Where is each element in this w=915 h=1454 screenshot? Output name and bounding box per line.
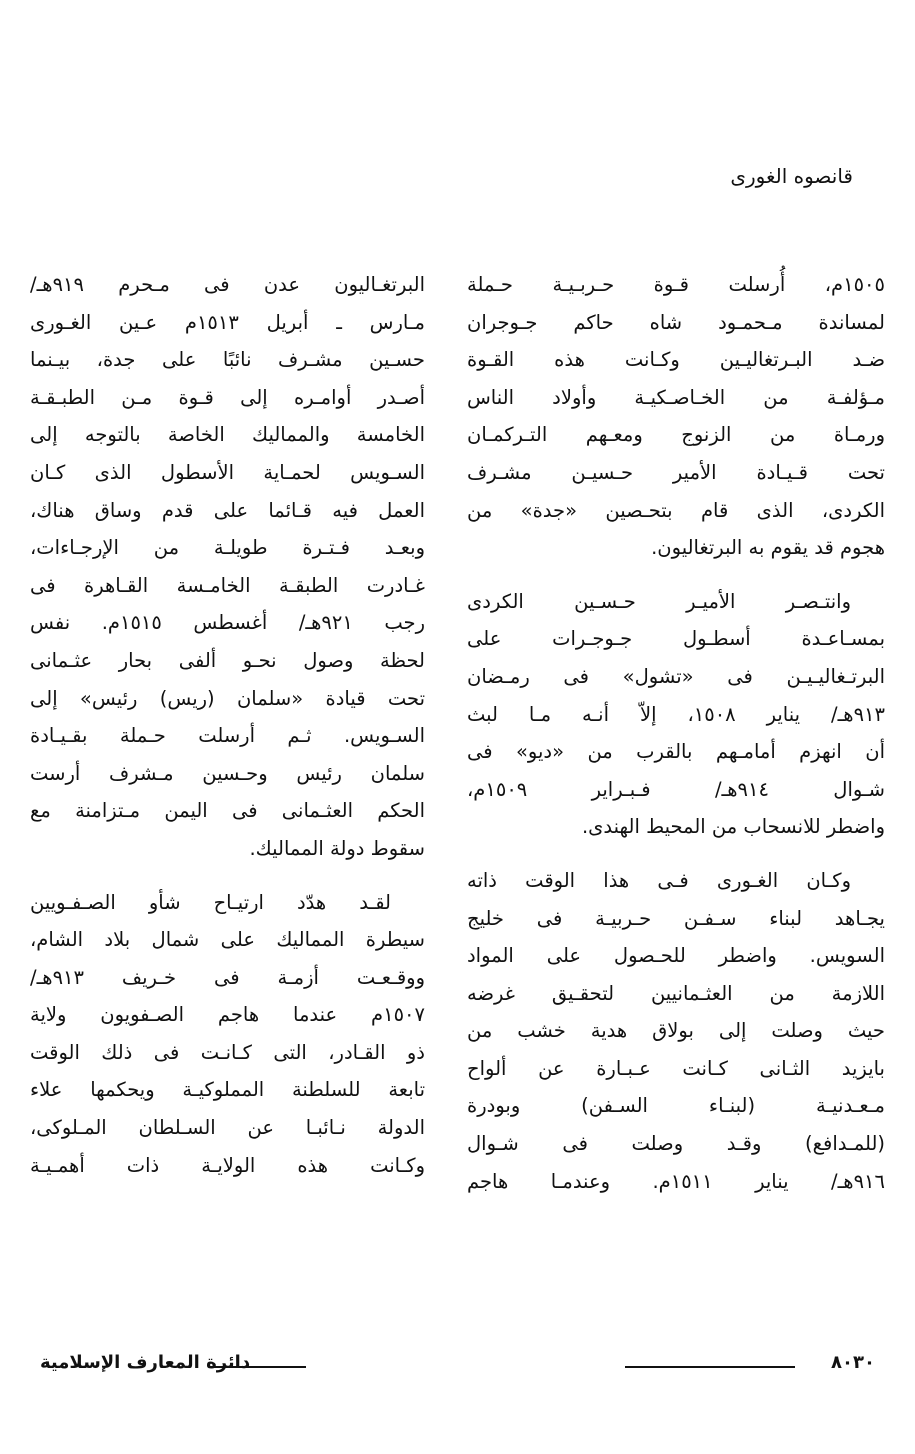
text-line: مـعـدنيـة (لبنـاء السـفن) وبودرة <box>467 1094 885 1118</box>
text-line: يجـاهد لبناء سـفـن حـربيـة فى خليج <box>467 906 885 930</box>
text-line: ١٥٠٥م، أُرسلت قـوة حـربـيـة حـملة <box>467 273 885 296</box>
text-line: السـويس لحمـاية الأسطول الذى كـان <box>30 460 425 484</box>
text-line: لحظة وصول نحـو ألفى بحار عثـمانى <box>30 648 425 672</box>
text-line: حسـين مشـرف نائبًا على جدة، بيـنما <box>30 348 425 372</box>
text-line: العمل فيه قـائما على قدم وساق هناك، <box>30 498 425 522</box>
text-line: اللازمة من العثـمانيين لتحقـيق غرضه <box>467 981 885 1005</box>
text-line: لمساندة مـحمـود شاه حاكم جـوجران <box>467 310 885 334</box>
text-line: أن انهزم أمامـهم بالقرب من «ديو» فى <box>467 740 885 764</box>
text-line: وبعـد فـتـرة طويلـة من الإرجـاءات، <box>30 536 425 560</box>
text-line: سقوط دولة المماليك. <box>249 836 425 860</box>
text-line: الدولة نـائبـا عن السـلطان المـلوكى، <box>30 1116 425 1140</box>
running-head-title: قانصوه الغورى <box>730 164 853 188</box>
text-line: ٩١٣هـ/ يناير ١٥٠٨، إلاّ أنـه مـا لبث <box>467 702 885 726</box>
footer-rule <box>625 1366 795 1368</box>
text-line: تحت قـيـادة الأمير حـسيـن مشـرف <box>467 460 885 484</box>
text-line: بايزيد الثـانى كـانت عـبـارة عن ألواح <box>467 1056 885 1080</box>
text-line: الخامسة والمماليك الخاصة بالتوجه إلى <box>30 423 425 447</box>
text-line: سلمان رئيس وحـسين مـشرف أرست <box>30 761 425 785</box>
text-line: البرتـغاليـيـن فى «تشول» فى رمـضان <box>467 664 885 688</box>
column-left <box>30 266 425 1200</box>
text-line: رجب ٩٢١هـ/ أغسطس ١٥١٥م. نفس <box>30 611 425 635</box>
text-line: تابعة للسلطنة المملوكيـة ويحكمها علاء <box>30 1078 425 1102</box>
column-right <box>467 266 885 1216</box>
text-line: ذو القـادر، التى كـانـت فى ذلك الوقت <box>30 1040 425 1064</box>
page-footer <box>40 1352 875 1382</box>
text-line: بمسـاعـدة أسطـول جـوجـرات على <box>467 627 885 651</box>
text-line: البرتغـاليون عدن فى مـحرم ٩١٩هـ/ <box>30 273 425 296</box>
text-line: شـوال ٩١٤هـ/ فـبـراير ١٥٠٩م، <box>467 777 885 801</box>
text-line: وكـانت هذه الولايـة ذات أهمـيـة <box>30 1153 425 1177</box>
text-line: السـويس. ثـم أرسلت حـملة بقـيـادة <box>30 724 425 748</box>
text-line: سيطرة المماليك على شمال بلاد الشام، <box>30 928 425 952</box>
text-line: هجوم قد يقوم به البرتغاليون. <box>651 536 885 560</box>
paragraph <box>467 583 885 846</box>
text-line: غـادرت الطبقـة الخامـسة القـاهرة فى <box>30 573 425 597</box>
text-line: ٩١٦هـ/ يناير ١٥١١م. وعندمـا هاجم <box>467 1169 885 1193</box>
text-line: لقـد هدّد ارتيـاح شأو الصـفـويين <box>30 890 391 914</box>
text-line: ضـد البـرتغاليـين وكـانت هذه القـوة <box>467 348 885 372</box>
text-line: واضطر للانسحاب من المحيط الهندى. <box>581 815 885 839</box>
text-line: مـؤلفـة من الخـاصـكيـة وأولاد الناس <box>467 385 885 409</box>
publication-name: دائرة المعارف الإسلامية <box>40 1352 251 1373</box>
paragraph <box>30 266 425 868</box>
text-line: الحكم العثـمانى فى اليمن مـتزامنة مع <box>30 799 425 823</box>
page-number: ٨٠٣٠ <box>831 1352 875 1373</box>
text-line: (للمـدافع) وقـد وصلت فى شـوال <box>467 1132 885 1156</box>
paragraph <box>467 862 885 1200</box>
text-line: ١٥٠٧م عندما هاجم الصـفويون ولاية <box>30 1003 425 1027</box>
text-line: ووقـعـت أزمـة فى خـريف ٩١٣هـ/ <box>30 965 425 989</box>
text-line: حيث وصلت إلى بولاق هدية خشب من <box>467 1019 885 1043</box>
text-line: وكـان الغـورى فـى هذا الوقت ذاته <box>467 868 851 892</box>
text-line: ورمـاة من الزنوج ومعـهم التـركمـان <box>467 423 885 447</box>
text-line: أصـدر أوامـره إلى قـوة مـن الطبـقـة <box>30 385 425 409</box>
text-line: مـارس ـ أبريل ١٥١٣م عـين الغـورى <box>30 310 425 334</box>
paragraph <box>30 884 425 1185</box>
text-line: تحت قيادة «سلمان (ريس) رئيس» إلى <box>30 686 425 710</box>
text-line: وانتـصـر الأميـر حـسـين الكردى <box>467 589 851 613</box>
paragraph <box>467 266 885 567</box>
text-line: الكردى، الذى قام بتحـصين «جدة» من <box>467 498 885 522</box>
text-line: السويس. واضطر للحـصول على المواد <box>467 944 885 968</box>
